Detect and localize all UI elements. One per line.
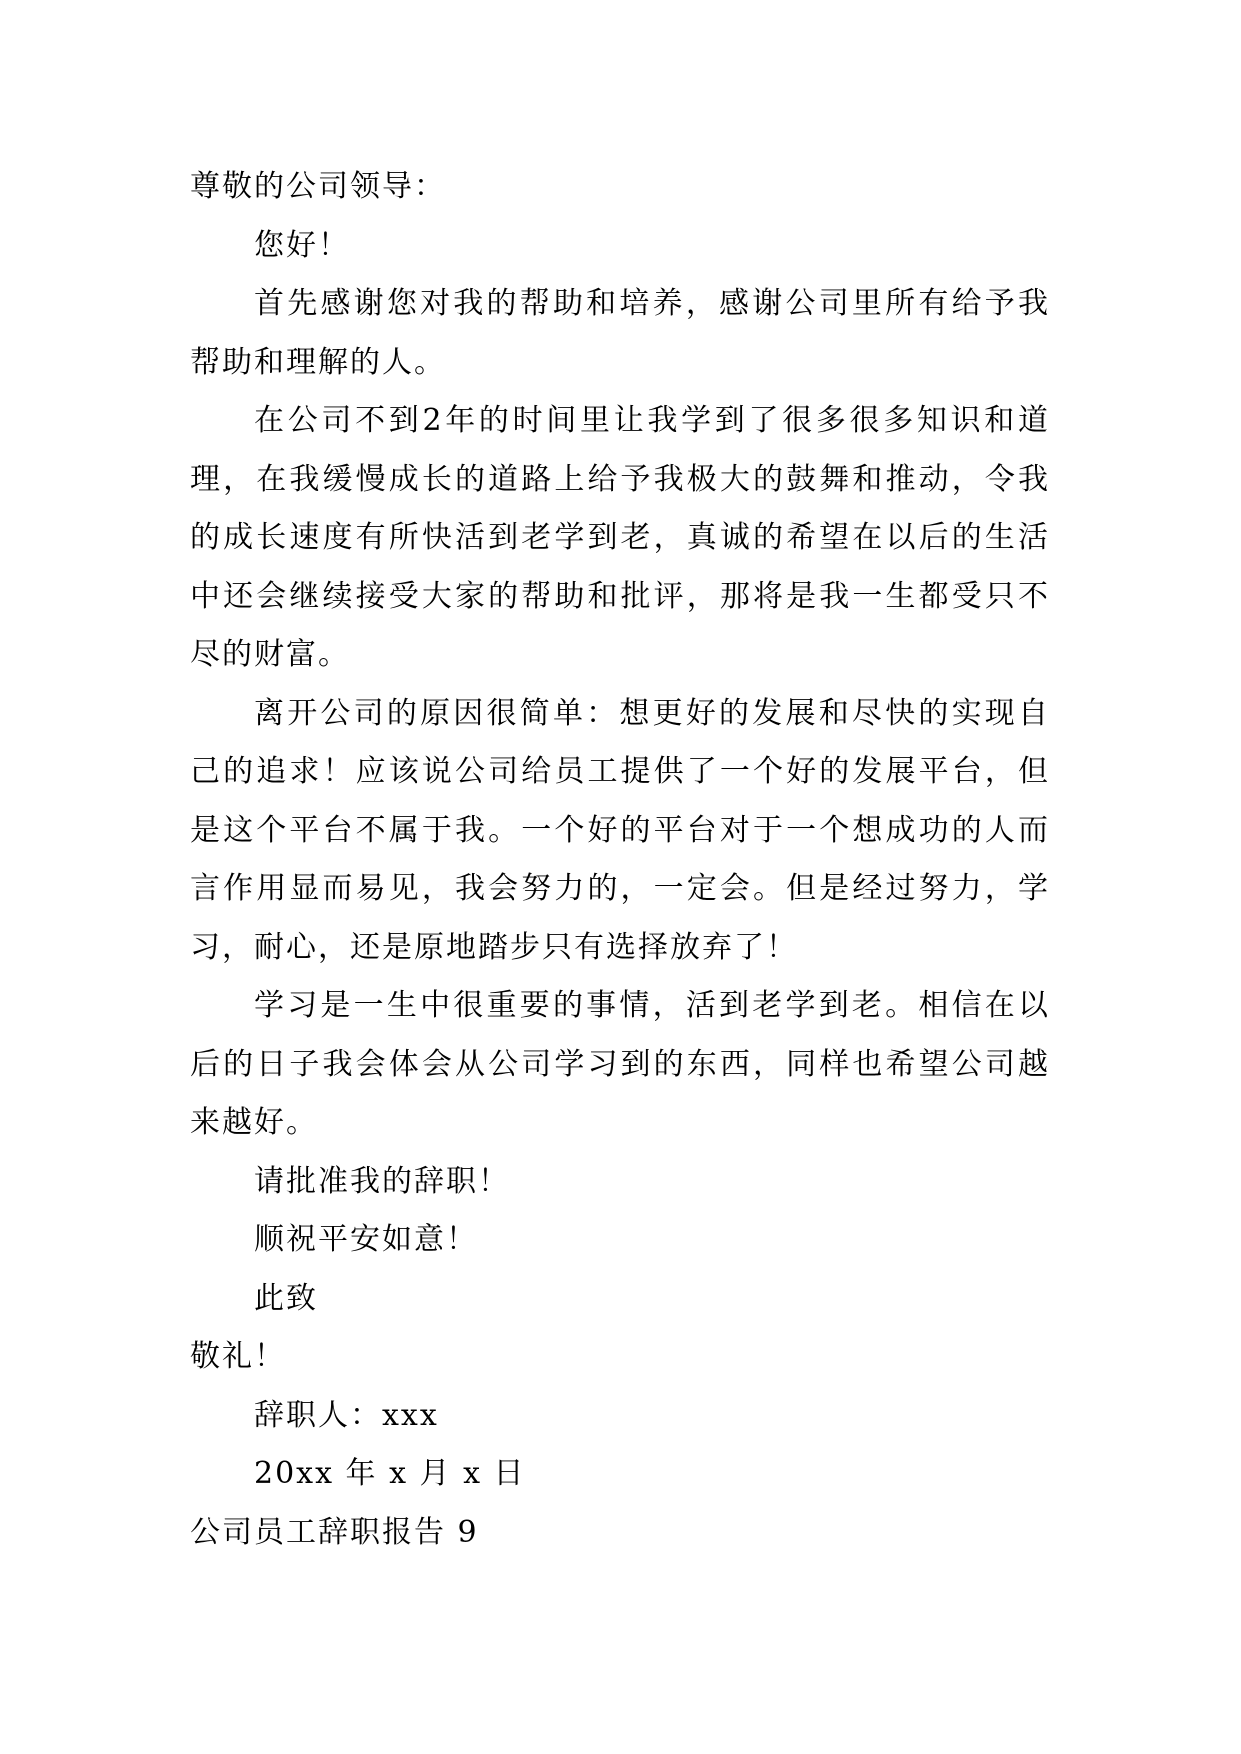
wish-line: 顺祝平安如意！ xyxy=(254,1222,478,1257)
paragraph-reason: 离开公司的原因很简单：想更好的发展和尽快的实现自己的追求！应该说公司给员工提供了一个好的发展平台，但是这个平台不属于我。一个好的平台对于一个想成功的人而言作用显而易见，我会努力的，一定会。但是经过努力，学习，耐心，还是原地踏步只有选择放弃了！ xyxy=(190,695,1050,965)
paragraph-thanks: 首先感谢您对我的帮助和培养，感谢公司里所有给予我帮助和理解的人。 xyxy=(190,286,1050,380)
signature: 辞职人：xxx xyxy=(254,1397,439,1433)
paragraph-learning: 学习是一生中很重要的事情，活到老学到老。相信在以后的日子我会体会从公司学习到的东西，同样也希望公司越来越好。 xyxy=(190,988,1050,1140)
closing-line-2: 敬礼！ xyxy=(190,1339,286,1374)
date-line: 20xx 年 x 月 x 日 xyxy=(254,1456,526,1491)
greeting: 您好！ xyxy=(254,227,350,263)
resignation-request: 请批准我的辞职！ xyxy=(254,1163,510,1199)
letter-body xyxy=(190,158,1050,1562)
paragraph-growth: 在公司不到2年的时间里让我学到了很多很多知识和道理，在我缓慢成长的道路上给予我极大的鼓舞和推动，令我的成长速度有所快活到老学到老，真诚的希望在以后的生活中还会继续接受大家的帮助和批评，那将是我一生都受只不尽的财富。 xyxy=(190,403,1050,672)
next-section-title: 公司员工辞职报告 9 xyxy=(190,1514,479,1550)
closing-line-1: 此致 xyxy=(254,1280,318,1316)
salutation: 尊敬的公司领导： xyxy=(190,169,446,204)
